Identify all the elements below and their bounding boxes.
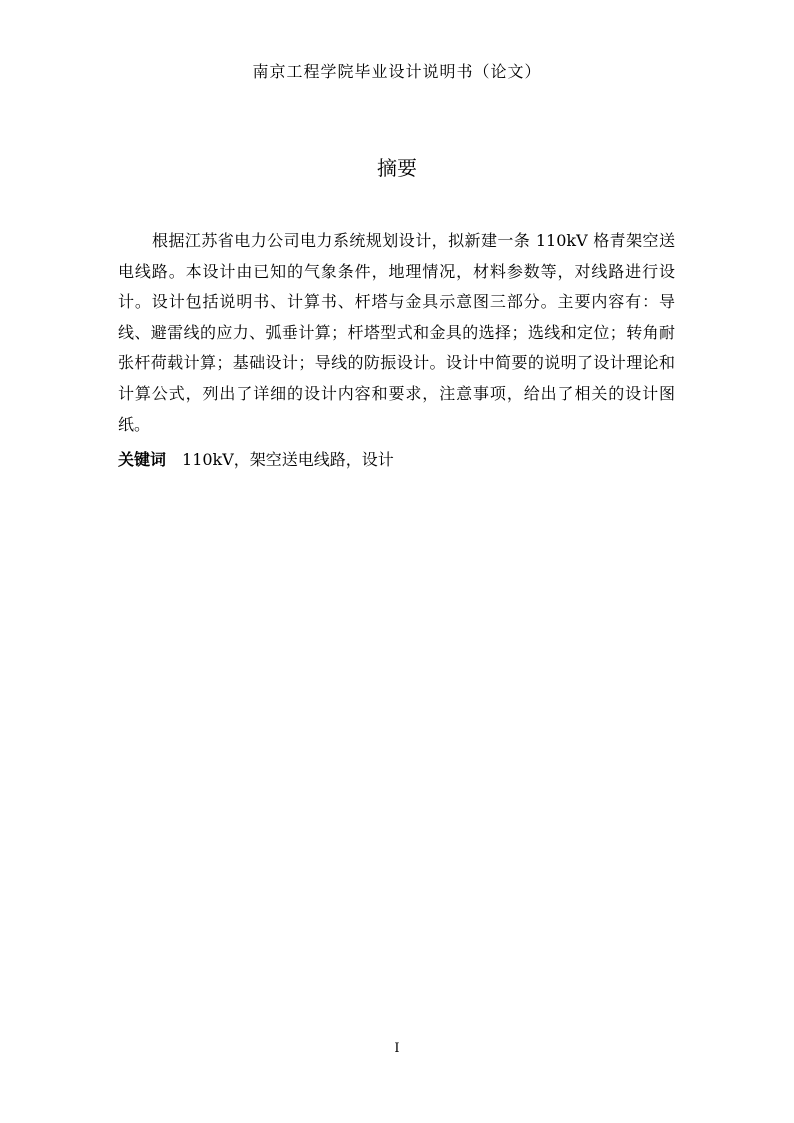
keywords-value: 110kV，架空送电线路，设计 (182, 450, 394, 469)
keywords-label: 关键词 (118, 450, 167, 469)
keywords-line (118, 448, 675, 472)
running-header: 南京工程学院毕业设计说明书（论文） (252, 62, 542, 81)
page-number: I (394, 1041, 400, 1056)
abstract-title: 摘要 (377, 156, 417, 180)
abstract-body: 根据江苏省电力公司电力系统规划设计，拟新建一条 110kV 格青架空送电线路。本设计由已知的气象条件，地理情况，材料参数等，对线路进行设计。设计包括说明书、计算书、杆塔与金具示意图三部分。主要内容有：导线、避雷线的应力、弧垂计算；杆塔型式和金具的选择；选线和定位；转角耐张杆荷载计算；基础设计；导线的防振设计。设计中简要的说明了设计理论和计算公式，列出了详细的设计内容和要求，注意事项，给出了相关的设计图纸。 (118, 231, 675, 434)
